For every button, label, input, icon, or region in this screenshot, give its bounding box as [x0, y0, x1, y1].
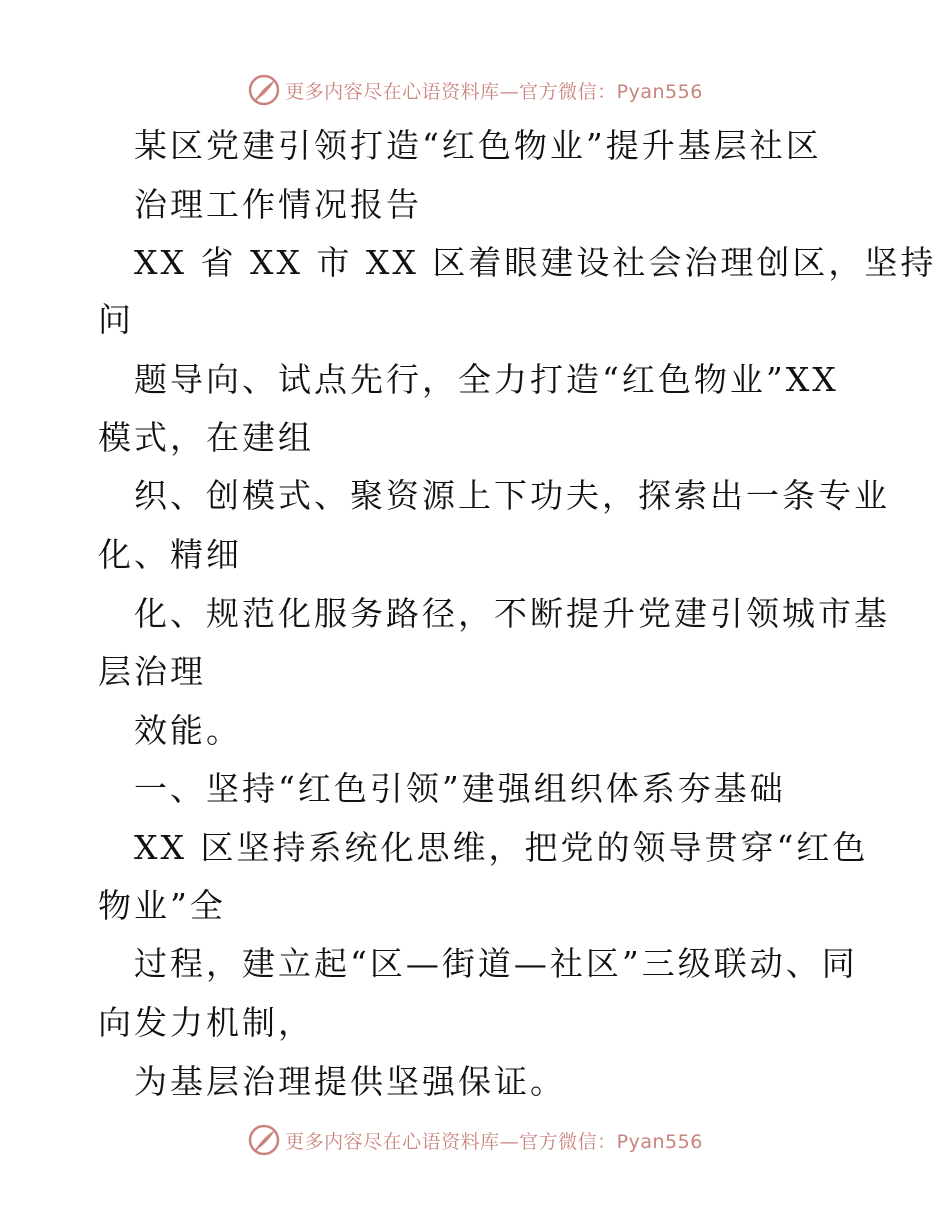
- watermark-text: 更多内容尽在心语资料库—官方微信：Pyan556: [285, 80, 703, 103]
- text-line: 某区党建引领打造“红色物业”提升基层社区: [134, 126, 822, 165]
- feather-logo-icon: [247, 73, 281, 107]
- text-line: 治理工作情况报告: [134, 185, 422, 224]
- text-line: 为基层治理提供坚强保证。: [134, 1062, 566, 1101]
- text-line: XX 区坚持系统化思维，把党的领导贯穿“红色: [134, 828, 869, 867]
- section-heading: 一、坚持“红色引领”建强组织体系夯基础: [134, 769, 786, 808]
- text-line: 向发力机制，: [98, 1003, 314, 1042]
- watermark-text: 更多内容尽在心语资料库—官方微信：Pyan556: [285, 1130, 703, 1153]
- watermark-banner-bottom: [0, 1118, 950, 1162]
- text-line: 物业”全: [98, 886, 226, 925]
- text-line: 化、规范化服务路径，不断提升党建引领城市基: [134, 594, 890, 633]
- text-line: XX 省 XX 市 XX 区着眼建设社会治理创区，坚持: [134, 243, 937, 282]
- text-line: 化、精细: [98, 535, 242, 574]
- text-line: 题导向、试点先行，全力打造“红色物业”XX: [134, 360, 839, 399]
- text-line: 织、创模式、聚资源上下功夫，探索出一条专业: [134, 476, 890, 515]
- text-line: 效能。: [134, 711, 242, 750]
- text-line: 问: [98, 300, 134, 339]
- text-line: 过程，建立起“区—街道—社区”三级联动、同: [134, 944, 858, 983]
- text-line: 模式，在建组: [98, 418, 314, 457]
- watermark-banner-top: [0, 68, 950, 112]
- feather-logo-icon: [247, 1123, 281, 1157]
- text-line: 层治理: [98, 652, 206, 691]
